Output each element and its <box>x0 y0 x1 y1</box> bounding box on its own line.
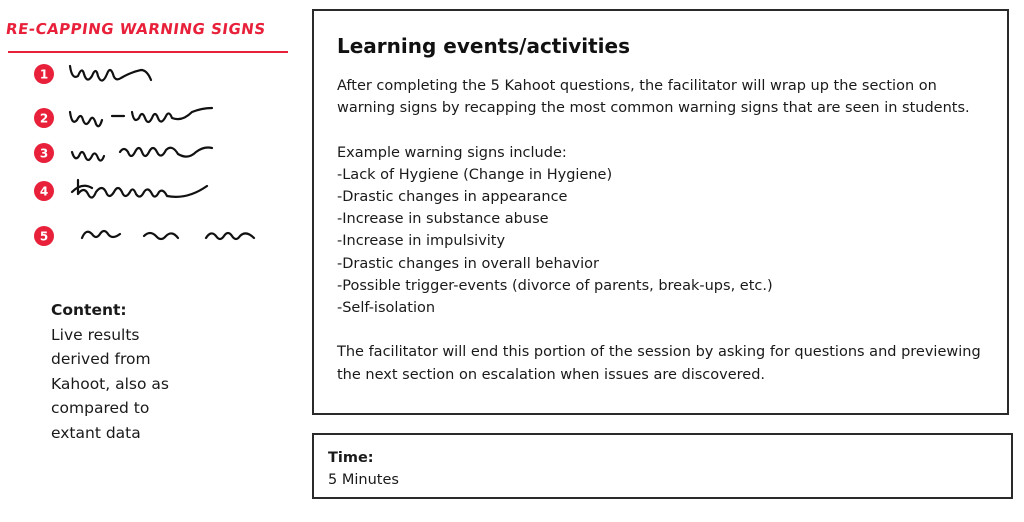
scribble-5 <box>82 231 254 239</box>
scribble-2 <box>70 108 212 126</box>
badge-2-icon <box>34 108 54 128</box>
svg-text:2: 2 <box>39 111 49 126</box>
closing-line: the next section on escalation when issues are discovered. <box>337 366 766 383</box>
example-item: -Increase in impulsivity <box>337 233 506 250</box>
example-item: -Self-isolation <box>337 300 436 317</box>
badge-5-icon <box>34 226 54 246</box>
time-label: Time: <box>328 450 374 466</box>
content-label: Content: <box>51 301 127 319</box>
activities-box <box>312 9 1009 415</box>
example-item: -Drastic changes in overall behavior <box>337 255 599 272</box>
intro-line: After completing the 5 Kahoot questions, the facilitator will wrap up the section on <box>337 78 937 94</box>
scribble-1 <box>70 66 151 81</box>
sketch-title: RE-CAPPING WARNING SIGNS <box>4 20 267 38</box>
sketch-drawing <box>0 0 300 270</box>
svg-text:1: 1 <box>39 67 49 82</box>
activities-body <box>337 75 997 386</box>
svg-text:5: 5 <box>39 229 49 244</box>
example-item: -Lack of Hygiene (Change in Hygiene) <box>337 166 613 183</box>
content-line: derived from <box>51 350 151 368</box>
content-note <box>51 298 251 445</box>
svg-text:4: 4 <box>39 184 49 199</box>
scribble-3 <box>72 148 212 161</box>
time-value: 5 Minutes <box>328 472 399 488</box>
example-item: -Drastic changes in appearance <box>337 189 568 205</box>
time-box <box>312 433 1013 499</box>
badge-4-icon <box>34 181 54 201</box>
content-line: extant data <box>51 423 141 442</box>
content-line: Kahoot, also as <box>51 374 169 393</box>
content-line: Live results <box>51 325 140 344</box>
examples-heading: Example warning signs include: <box>337 144 567 161</box>
svg-text:3: 3 <box>39 146 49 161</box>
sketch-illustration <box>0 0 300 270</box>
intro-line: warning signs by recapping the most common warning signs that are seen in students. <box>337 100 970 117</box>
scribble-4 <box>72 180 207 198</box>
example-item: -Increase in substance abuse <box>337 211 549 228</box>
content-line: compared to <box>51 399 150 417</box>
activities-title: Learning events/activities <box>337 34 630 58</box>
badge-3-icon <box>34 143 54 163</box>
badge-1-icon <box>34 64 54 84</box>
closing-line: The facilitator will end this portion of the session by asking for questions and previewing <box>337 344 981 361</box>
example-item: -Possible trigger-events (divorce of parents, break-ups, etc.) <box>337 277 773 294</box>
